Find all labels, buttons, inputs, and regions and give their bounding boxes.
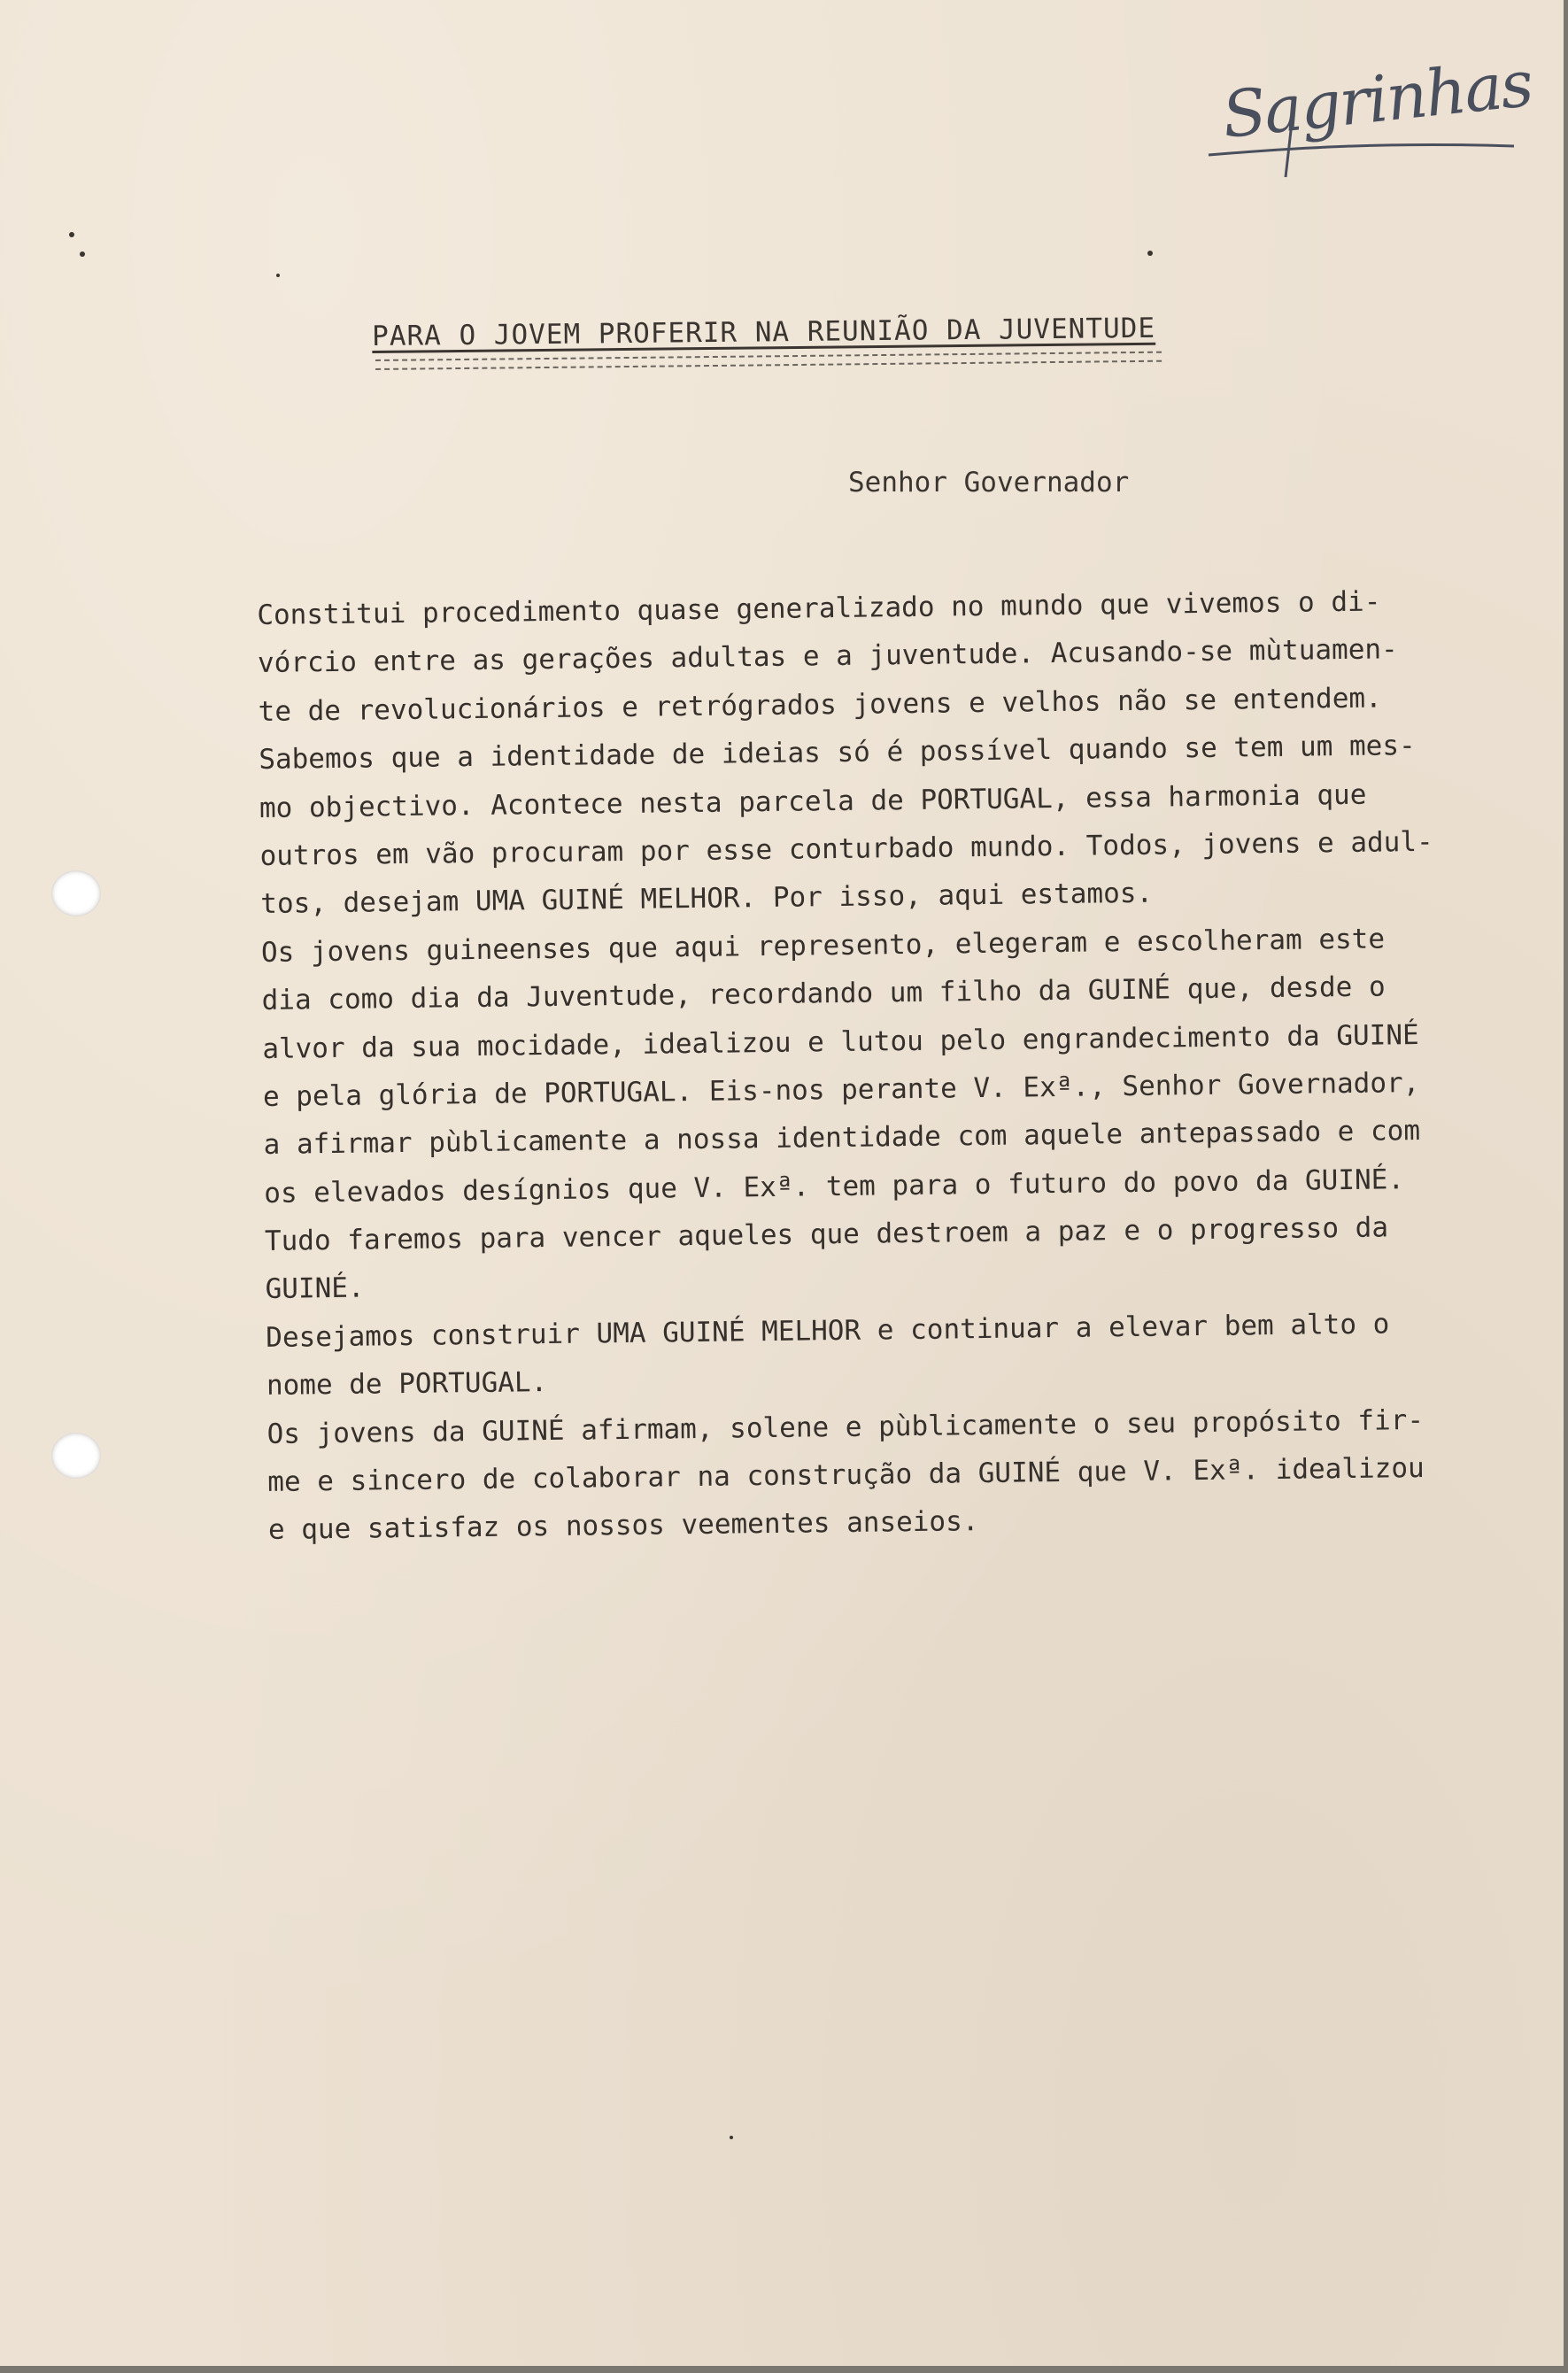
body-line: Os jovens da GUINÉ afirmam, solene e pùblicamente o seu propósito fir-: [266, 1403, 1425, 1450]
paper-speck: [80, 251, 85, 257]
body-line: a afirmar pùblicamente a nossa identidade com aquele antepassado e com: [263, 1115, 1421, 1162]
body-line: te de revolucionários e retrógrados jovens e velhos não se entendem.: [258, 682, 1382, 728]
body-line: outros em vão procuram por esse conturbado mundo. Todos, jovens e adul-: [259, 825, 1433, 872]
body-line: dia como dia da Juventude, recordando um filho da GUINÉ que, desde o: [261, 970, 1386, 1017]
salutation: Senhor Governador: [848, 467, 1130, 499]
body-line: tos, desejam UMA GUINÉ MELHOR. Por isso, aqui estamos.: [260, 877, 1154, 921]
body-line: Constitui procedimento quase generalizado no mundo que vivemos o di-: [257, 585, 1381, 631]
body-line: GUINÉ.: [265, 1272, 365, 1306]
body-line: mo objectivo. Acontece nesta parcela de PORTUGAL, essa harmonia que: [259, 778, 1367, 824]
body-text: [257, 576, 1526, 1555]
punch-hole-top: [51, 870, 101, 916]
body-line: me e sincero de colaborar na construção da GUINÉ que V. Exª. idealizou: [267, 1451, 1425, 1498]
body-line: e pela glória de PORTUGAL. Eis-nos perante V. Exª., Senhor Governador,: [262, 1066, 1420, 1113]
body-line: Os jovens guineenses que aqui represento, elegeram e escolheram este: [260, 923, 1386, 969]
paper-speck: [1147, 251, 1153, 256]
page-title: PARA O JOVEM PROFERIR NA REUNIÃO DA JUVENTUDE: [372, 312, 1156, 352]
body-line: vórcio entre as gerações adultas e a juventude. Acusando-se mùtuamen-: [257, 633, 1398, 680]
paper-speck: [730, 2136, 733, 2139]
paper-speck: [69, 232, 74, 237]
body-line: e que satisfaz os nossos veementes anseios.: [267, 1505, 979, 1547]
handwritten-annotation: [1204, 45, 1535, 186]
body-line: nome de PORTUGAL.: [266, 1366, 548, 1403]
punch-hole-bottom: [51, 1433, 101, 1479]
paper-speck: [276, 274, 280, 277]
body-line: alvor da sua mocidade, idealizou e lutou pelo engrandecimento da GUINÉ: [262, 1018, 1419, 1065]
body-line: Desejamos construir UMA GUINÉ MELHOR e continuar a elevar bem alto o: [266, 1308, 1390, 1354]
body-line: Tudo faremos para vencer aqueles que destroem a paz e o progresso da: [264, 1211, 1389, 1258]
title-double-rule: [375, 352, 1162, 370]
body-line: Sabemos que a identidade de ideias só é possível quando se tem um mes-: [259, 730, 1416, 777]
annotation-underline-icon: [1204, 53, 1523, 186]
handwritten-note: Sagrinhas: [1218, 45, 1535, 153]
body-line: os elevados desígnios que V. Exª. tem para o futuro do povo da GUINÉ.: [264, 1163, 1405, 1210]
